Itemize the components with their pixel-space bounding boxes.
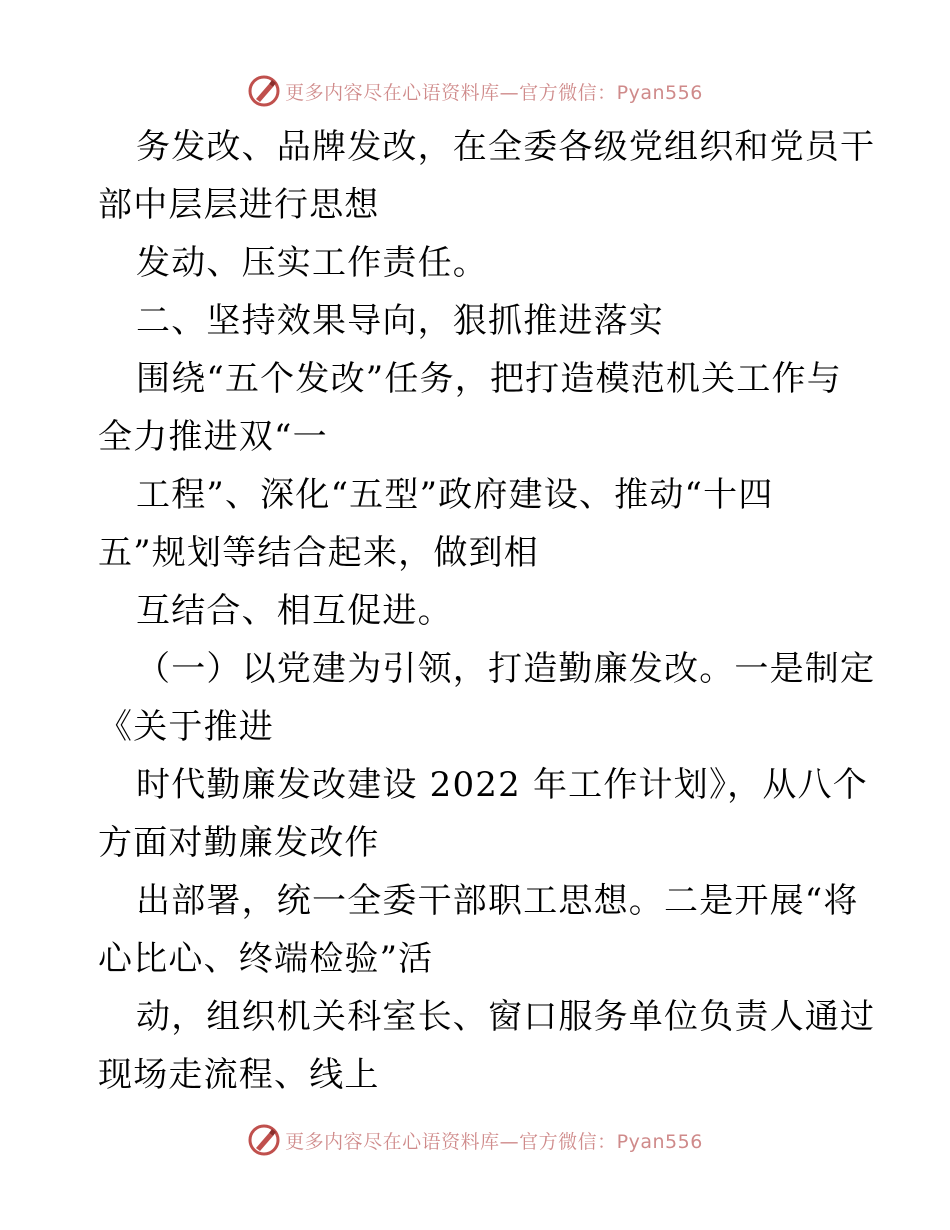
- watermark-text: 更多内容尽在心语资料库—官方微信：Pyan556: [285, 1130, 703, 1153]
- text-line: 《关于推进: [98, 707, 274, 747]
- text-line: 五”规划等结合起来，做到相: [98, 533, 539, 573]
- text-line: 工程”、深化“五型”政府建设、推动“十四: [136, 475, 774, 515]
- text-line: 现场走流程、线上: [98, 1055, 380, 1095]
- text-line: 时代勤廉发改建设 2022 年工作计划》，从八个: [136, 765, 868, 805]
- text-line: 务发改、品牌发改，在全委各级党组织和党员干: [136, 127, 876, 167]
- text-line: （一）以党建为引领，打造勤廉发改。一是制定: [136, 649, 876, 689]
- text-line: 心比心、终端检验”活: [98, 939, 434, 979]
- text-line: 围绕“五个发改”任务，把打造模范机关工作与: [136, 359, 842, 399]
- text-line: 出部署，统一全委干部职工思想。二是开展“将: [136, 881, 859, 921]
- footer-watermark: [0, 1120, 950, 1160]
- text-line: 方面对勤廉发改作: [98, 823, 380, 863]
- pen-seal-icon: [247, 74, 281, 108]
- text-line: 全力推进双“一: [98, 417, 328, 457]
- text-line: 发动、压实工作责任。: [136, 243, 488, 283]
- pen-seal-icon: [247, 1123, 281, 1157]
- text-line: 互结合、相互促进。: [136, 591, 453, 631]
- watermark-text: 更多内容尽在心语资料库—官方微信：Pyan556: [285, 81, 703, 104]
- text-line: 动，组织机关科室长、窗口服务单位负责人通过: [136, 997, 876, 1037]
- text-line: 二、坚持效果导向，狠抓推进落实: [136, 301, 664, 341]
- header-watermark: [0, 71, 950, 111]
- document-body: [98, 118, 876, 1104]
- text-line: 部中层层进行思想: [98, 185, 380, 225]
